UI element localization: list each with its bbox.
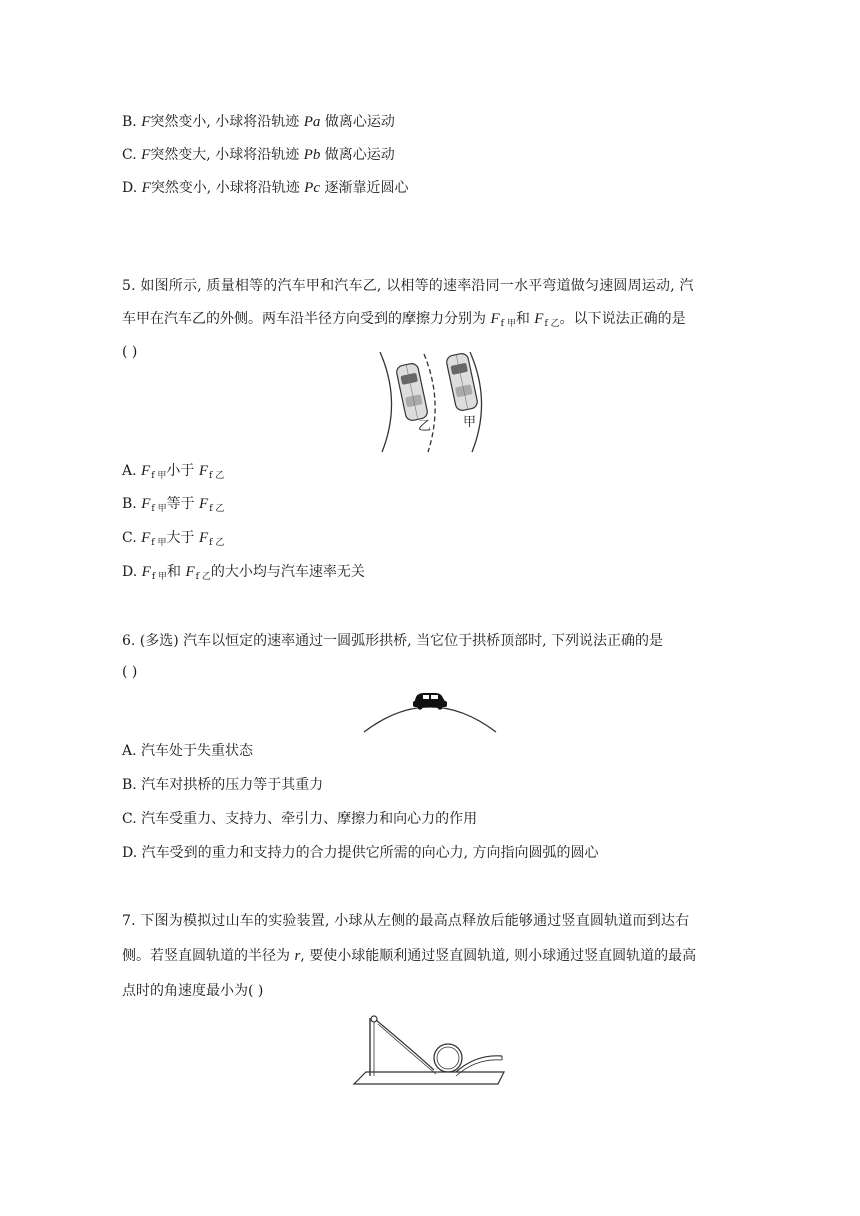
arch-bridge-figure: [360, 686, 500, 734]
q6-option-a: A. 汽车处于失重状态: [122, 743, 254, 759]
q5-option-d: D. $F_{f 甲}$和 $F_{f 乙}$的大小均与汽车速率无关: [122, 564, 365, 582]
roller-coaster-figure: [352, 1010, 508, 1090]
q5-option-a: A. $F_{f 甲}$小于 $F_{f 乙}$: [122, 463, 225, 481]
q5-option-b: B. $F_{f 甲}$等于 $F_{f 乙}$: [122, 496, 225, 514]
q4-option-b: B. F突然变小, 小球将沿轨迹 Pa 做离心运动: [122, 114, 395, 130]
curved-road-figure: [368, 350, 498, 454]
label-yi: 乙: [418, 419, 432, 434]
q6-option-d: D. 汽车受到的重力和支持力的合力提供它所需的向心力, 方向指向圆弧的圆心: [122, 845, 599, 861]
q7-stem-line2: 侧。若竖直圆轨道的半径为 r, 要使小球能顺利通过竖直圆轨道, 则小球通过竖直圆轨道的最高: [122, 948, 697, 964]
q5-answer-bracket: ( ): [122, 344, 138, 360]
q5-stem-line2: 车甲在汽车乙的外侧。两车沿半径方向受到的摩擦力分别为 $F_{f 甲}$和 $F_{f 乙}$。以下说法正确的是: [122, 311, 686, 329]
q6-option-c: C. 汽车受重力、支持力、牵引力、摩擦力和向心力的作用: [122, 811, 478, 827]
q7-stem-line3: 点时的角速度最小为( ): [122, 983, 264, 999]
q4-option-d: D. F突然变小, 小球将沿轨迹 Pc 逐渐靠近圆心: [122, 180, 409, 196]
q4-option-c: C. F突然变大, 小球将沿轨迹 Pb 做离心运动: [122, 147, 395, 163]
q6-option-b: B. 汽车对拱桥的压力等于其重力: [122, 777, 324, 793]
label-jia: 甲: [463, 415, 477, 430]
q6-stem-line1: 6. (多选) 汽车以恒定的速率通过一圆弧形拱桥, 当它位于拱桥顶部时, 下列说法正确的是: [122, 633, 663, 649]
q7-stem-line1: 7. 下图为模拟过山车的实验装置, 小球从左侧的最高点释放后能够通过竖直圆轨道而到达右: [122, 913, 690, 929]
car-yi-icon: [395, 362, 428, 421]
q5-option-c: C. $F_{f 甲}$大于 $F_{f 乙}$: [122, 530, 225, 548]
q6-answer-bracket: ( ): [122, 664, 138, 680]
q5-stem-line1: 5. 如图所示, 质量相等的汽车甲和汽车乙, 以相等的速率沿同一水平弯道做匀速圆周运动, 汽: [122, 278, 694, 294]
